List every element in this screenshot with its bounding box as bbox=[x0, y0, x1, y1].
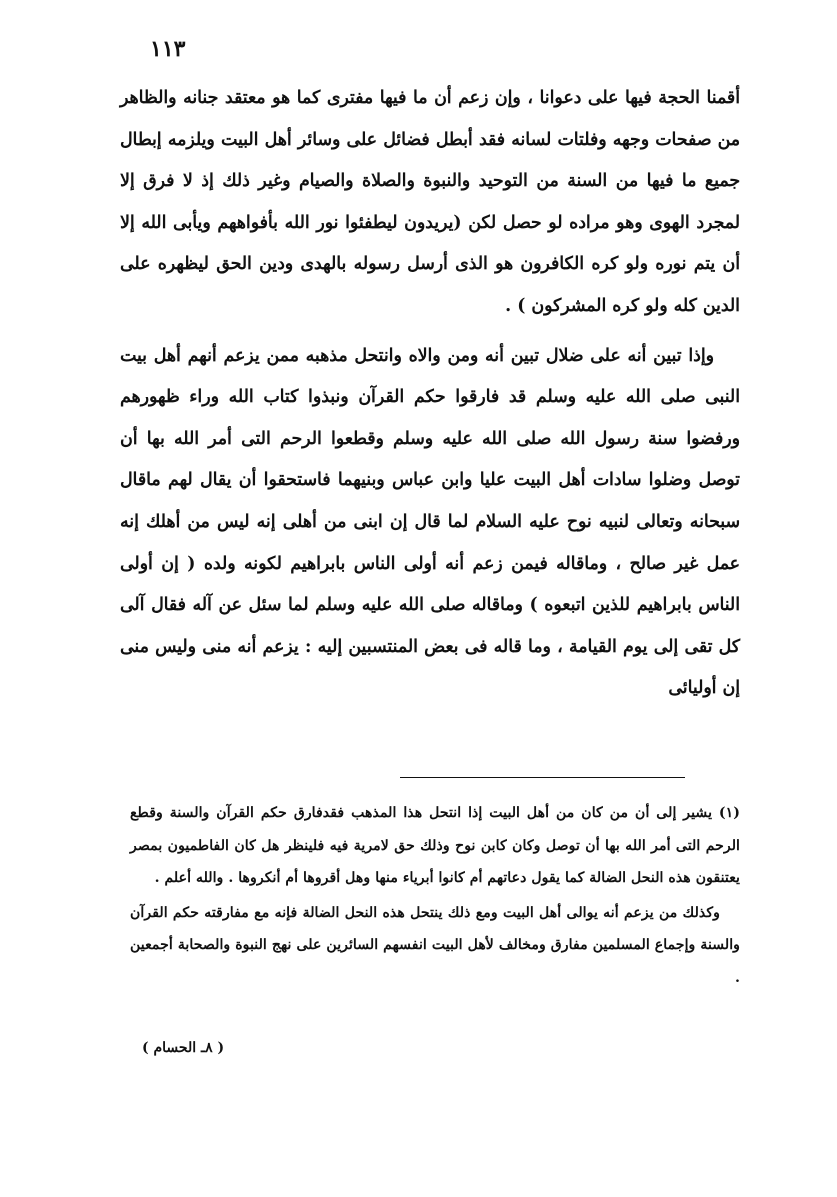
paragraph: وإذا تبين أنه على ضلال تبين أنه ومن والاه وانتحل مذهبه ممن يزعم أنهم أهل بيت النبى صلى الله عليه وسلم قد فارقوا حكم القرآن ونبذوا كتاب الله وراء ظهورهم ورفضوا سنة رسول الله صلى الله عليه وسلم وقطعوا الرحم التى أمر الله بها أن توصل وضلوا سادات أهل البيت عليا وابن عباس وبنيهما فاستحقوا أن يقال لهم ماقال سبحانه وتعالى لنبيه نوح عليه السلام لما قال إن ابنى من أهلى إنه ليس من أهلك إنه عمل غير صالح ، وماقاله فيمن زعم أنه أولى الناس بابراهيم لكونه ولده ( إن أولى الناس بابراهيم للذين اتبعوه ) وماقاله صلى الله عليه وسلم لما سئل عن آله فقال آلى كل تقى إلى يوم القيامة ، وما قاله فى بعض المنتسبين إليه : يزعم أنه منى وليس منى إن أوليائى bbox=[120, 345, 740, 699]
signature-mark: ( ٨ـ الحسام ) bbox=[142, 1040, 225, 1056]
footnotes bbox=[130, 797, 740, 994]
footnote-divider bbox=[400, 777, 685, 778]
paragraph: أقمنا الحجة فيها على دعوانا ، وإن زعم أن ما فيها مفترى كما هو معتقد جنانه والظاهر من صفحات وجهه وفلتات لسانه فقد أبطل فضائل على وسائر أهل البيت ويلزمه إبطال جميع ما فيها من السنة من التوحيد والنبوة والصلاة والصيام وغير ذلك إذ لا فرق إلا لمجرد الهوى وهو مراده لو حصل لكن (يريدون ليطفئوا نور الله بأفواههم ويأبى الله إلا أن يتم نوره ولو كره الكافرون هو الذى أرسل رسوله بالهدى ودين الحق ليظهره على الدين كله ولو كره المشركون ) . bbox=[120, 88, 740, 316]
footnote: وكذلك من يزعم أنه يوالى أهل البيت ومع ذلك ينتحل هذه النحل الضالة فإنه مع مفارقته حكم القرآن والسنة وإجماع المسلمين مفارق ومخالف لأهل البيت انفسهم السائرين على نهج النبوة والصحابة أجمعين . bbox=[130, 904, 740, 986]
page-number: ١١٣ bbox=[150, 36, 186, 62]
main-text bbox=[120, 78, 740, 710]
footnote: (١) يشير إلى أن من كان من أهل البيت إذا انتحل هذا المذهب فقدفارق حكم القرآن والسنة وقطع الرحم التى أمر الله بها أن توصل وكان كابن نوح وذلك حق لامرية فيه فلينظر هل كان الفاطميون بمصر يعتنقون هذه النحل الضالة كما يقول دعاتهم أم كانوا أبرياء منها وهل أقروها أم أنكروها . والله أعلم . bbox=[130, 805, 740, 886]
